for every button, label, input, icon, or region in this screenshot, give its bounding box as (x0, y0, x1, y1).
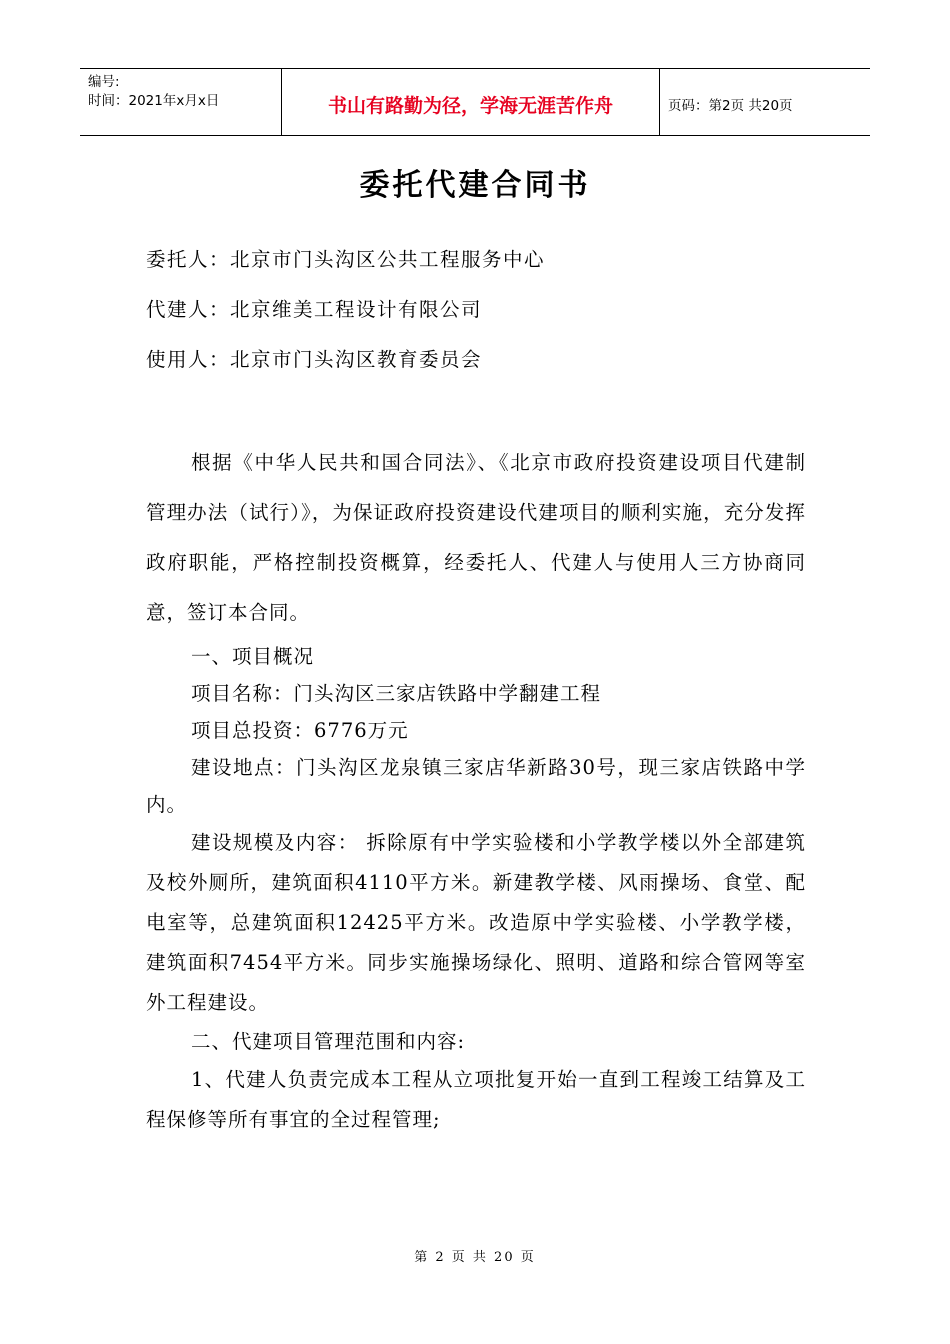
party-user: 使用人：北京市门头沟区教育委员会 (146, 348, 483, 371)
intro-paragraph: 根据《中华人民共和国合同法》、《北京市政府投资建设项目代建制管理办法（试行）》，为保证政府投资建设代建项目的顺利实施，充分发挥政府职能，严格控制投资概算，经委托人、代建人与使用人三方协商同意，签订本合同。 (146, 451, 806, 624)
document-title: 委托代建合同书 (359, 168, 591, 203)
section-1-heading: 一、项目概况 (191, 645, 315, 668)
document-header (80, 68, 870, 136)
header-motto-cell (282, 69, 660, 135)
section-2-heading: 二、代建项目管理范围和内容: (191, 1030, 466, 1053)
page-footer: 第 2 页 共 20 页 (414, 1250, 536, 1265)
project-name: 项目名称：门头沟区三家店铁路中学翻建工程 (191, 682, 602, 705)
project-investment: 项目总投资：6776万元 (191, 719, 409, 742)
header-motto: 书山有路勤为径，学海无涯苦作舟 (327, 94, 613, 117)
party-client: 委托人：北京市门头沟区公共工程服务中心 (146, 248, 546, 271)
header-page-cell (660, 69, 870, 135)
party-agent: 代建人：北京维美工程设计有限公司 (146, 298, 483, 321)
contract-body (146, 438, 806, 1140)
scope-item-1: 1、代建人负责完成本工程从立项批复开始一直到工程竣工结算及工程保修等所有事宜的全过程管理; (146, 1068, 806, 1131)
header-meta-cell (80, 69, 282, 135)
project-location: 建设地点：门头沟区龙泉镇三家店华新路30号，现三家店铁路中学内。 (146, 756, 806, 816)
document-date: 时间：2021年x月x日 (88, 93, 220, 109)
document-number-label: 编号: (88, 74, 120, 90)
header-page-info: 页码：第2页 共20页 (668, 98, 793, 114)
project-scope: 建设规模及内容： 拆除原有中学实验楼和小学教学楼以外全部建筑及校外厕所，建筑面积4110平方米。新建教学楼、风雨操场、食堂、配电室等，总建筑面积12425平方米。改造原中学实验楼、小学教学楼，建筑面积7454平方米。同步实施操场绿化、照明、道路和综合管网等室外工程建设。 (146, 831, 806, 1014)
